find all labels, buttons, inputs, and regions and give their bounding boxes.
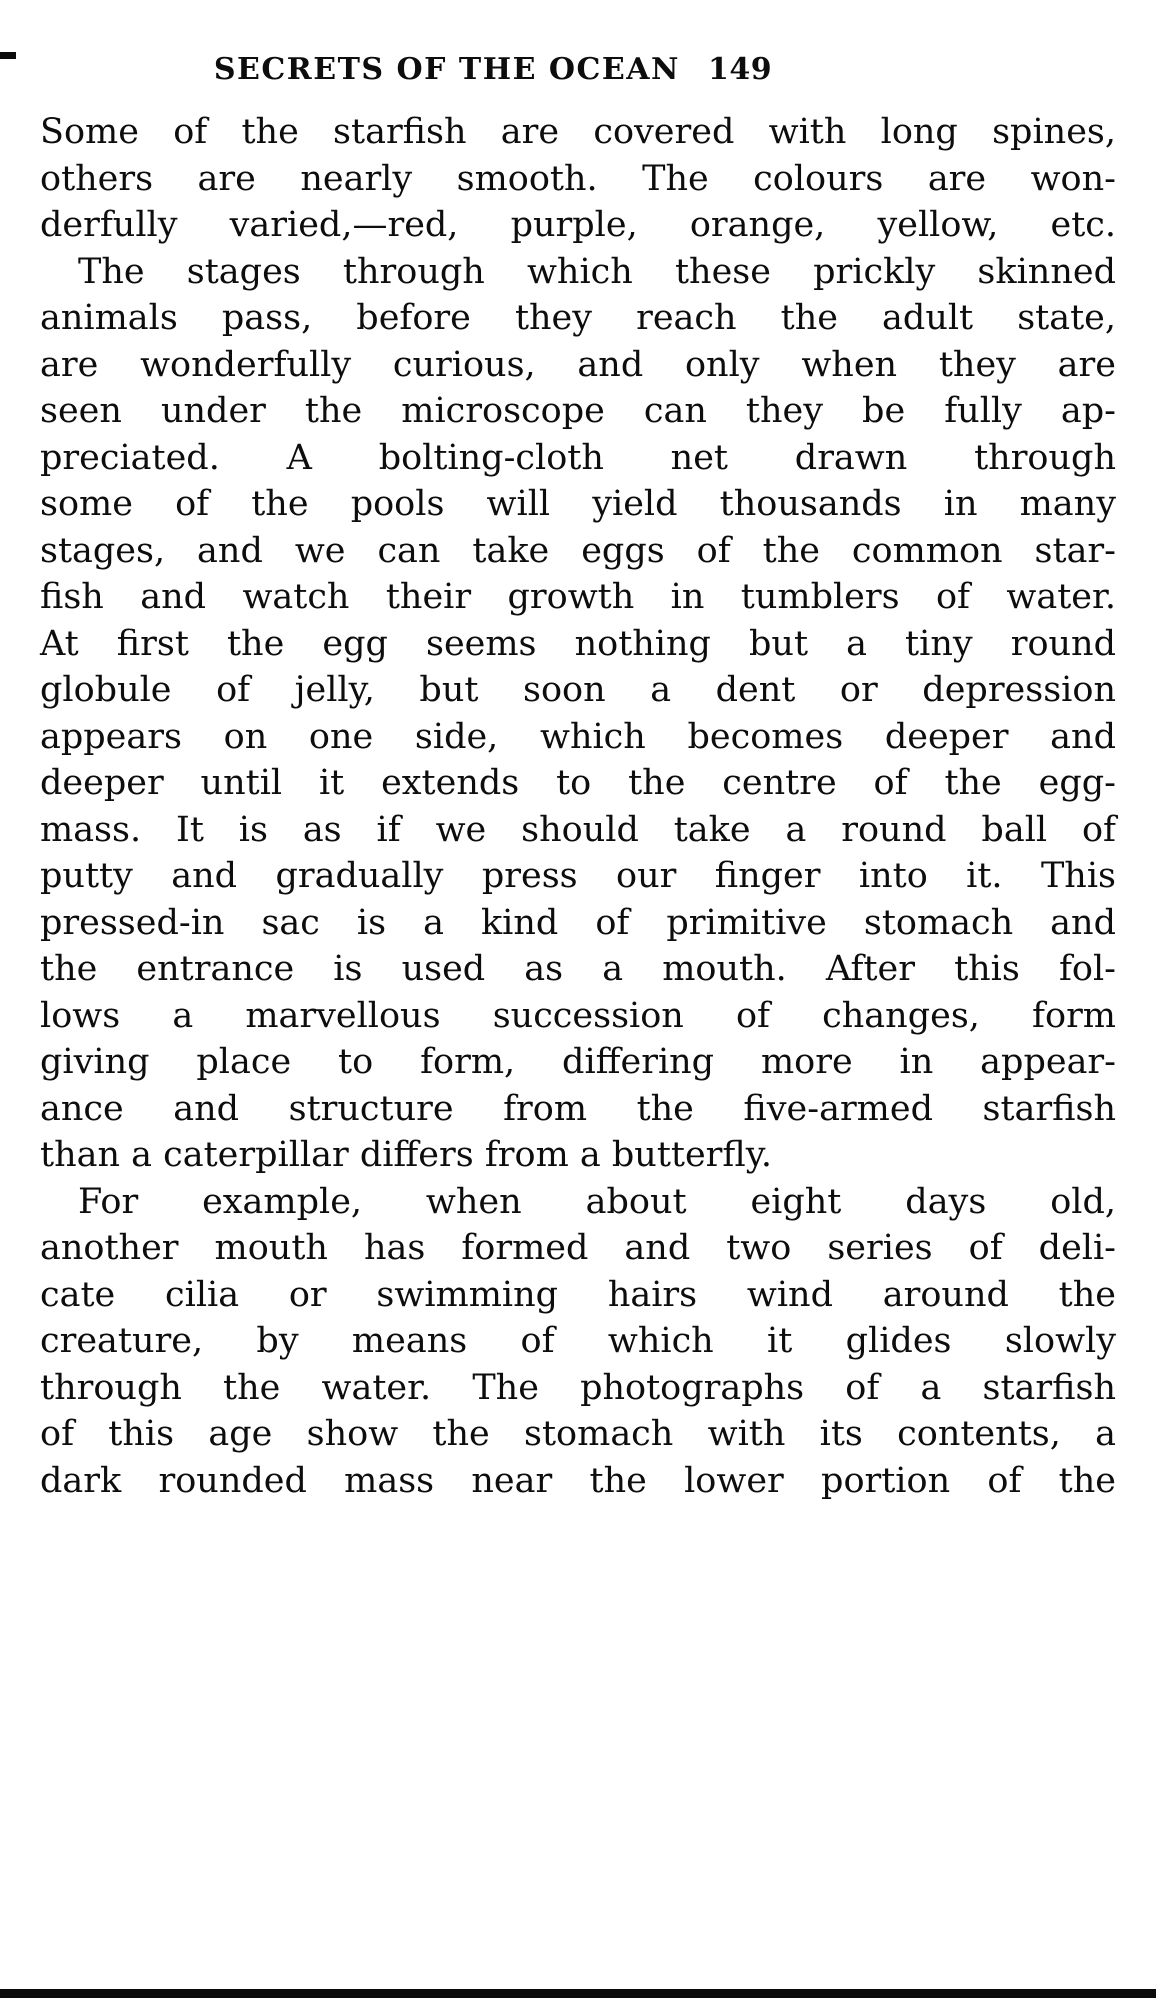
text-line: lows a marvellous succession of changes, form <box>40 995 1116 1036</box>
text-line: of this age show the stomach with its contents, a <box>40 1414 1116 1454</box>
text-line: dark rounded mass near the lower portion of the <box>40 1460 1116 1501</box>
text-line: Some of the starfish are covered with long spines, <box>40 112 1116 152</box>
text-line: some of the pools will yield thousands in many <box>40 484 1116 524</box>
paragraph <box>40 249 1116 1179</box>
text-line: The stages through which these prickly skinned <box>78 251 1116 292</box>
running-title: SECRETS OF THE OCEAN <box>213 52 680 87</box>
text-line: preciated. A bolting-cloth net drawn through <box>40 437 1116 478</box>
text-line: mass. It is as if we should take a round ball of <box>40 809 1116 850</box>
text-line: cate cilia or swimming hairs wind around the <box>40 1274 1116 1315</box>
page-header <box>0 52 1031 87</box>
text-line: through the water. The photographs of a starfish <box>40 1367 1116 1408</box>
text-line: seen under the microscope can they be fully ap- <box>40 391 1116 431</box>
text-line: putty and gradually press our finger into it. This <box>40 856 1116 896</box>
scan-artifact-corner <box>0 52 16 59</box>
text-line: ance and structure from the five-armed starfish <box>40 1088 1116 1129</box>
text-line: the entrance is used as a mouth. After this fol- <box>40 949 1116 989</box>
text-line: derfully varied,—red, purple, orange, yellow, etc. <box>40 205 1116 245</box>
text-line: deeper until it extends to the centre of the egg- <box>40 763 1116 803</box>
page-number: 149 <box>707 52 773 87</box>
paragraph <box>40 109 1116 249</box>
text-line: another mouth has formed and two series of deli- <box>40 1228 1116 1268</box>
paragraph <box>40 1179 1116 1505</box>
text-line: globule of jelly, but soon a dent or depression <box>40 670 1116 710</box>
text-line: For example, when about eight days old, <box>78 1181 1116 1222</box>
text-line: others are nearly smooth. The colours are won- <box>40 158 1116 199</box>
text-line: appears on one side, which becomes deeper and <box>40 716 1116 757</box>
text-line: creature, by means of which it glides slowly <box>40 1321 1116 1361</box>
text-line: are wonderfully curious, and only when they are <box>40 344 1116 385</box>
text-line: animals pass, before they reach the adult state, <box>40 298 1116 338</box>
text-line: pressed-in sac is a kind of primitive stomach and <box>40 902 1116 943</box>
text-line: than a caterpillar differs from a butterfly. <box>40 1135 772 1175</box>
text-line: fish and watch their growth in tumblers of water. <box>40 577 1116 617</box>
scan-artifact-bottom <box>0 1989 1156 1998</box>
text-line: At first the egg seems nothing but a tiny round <box>40 623 1116 664</box>
text-line: stages, and we can take eggs of the common star- <box>40 530 1116 571</box>
text-line: giving place to form, differing more in appear- <box>40 1042 1116 1082</box>
book-page <box>0 52 1156 1504</box>
body-text <box>40 109 1116 1504</box>
